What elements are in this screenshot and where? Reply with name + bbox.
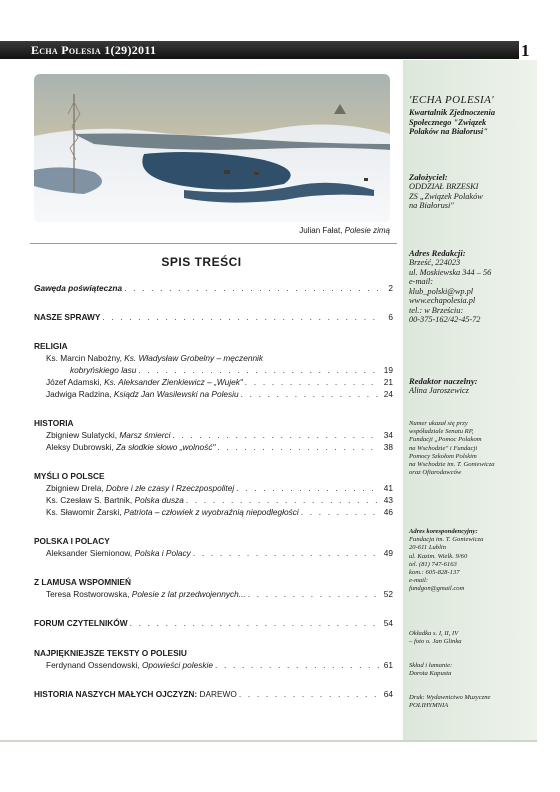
toc-section-title: Z LAMUSA WSPOMNIEŃ — [34, 577, 131, 587]
toc-entry[interactable] — [46, 548, 393, 558]
toc-leader — [217, 442, 379, 452]
toc-page-number: 24 — [383, 389, 393, 399]
toc-leader — [245, 377, 379, 387]
toc-article-title: Za słodkie słowo „wolność" — [116, 442, 216, 452]
funding-note-line: Fundacji „Pomoc Polakom — [409, 436, 482, 444]
toc-section-title: MYŚLI O POLSCE — [34, 471, 105, 481]
toc-section-title: NAJPIĘKNIEJSZE TEKSTY O POLESIU — [34, 648, 187, 658]
phone-number: 00-375-162/42-45-72 — [409, 315, 481, 324]
correspondence-line: 20-611 Lublin — [409, 544, 447, 552]
masthead-subtitle-line: Polaków na Białorusi" — [409, 127, 488, 136]
toc-article-title: Ks. Władysław Grobelny – męczennik — [124, 353, 264, 363]
toc-leader — [138, 365, 379, 375]
website-link[interactable]: www.echapolesia.pl — [409, 296, 476, 305]
correspondence-block — [409, 528, 534, 594]
toc-article-title: Opowieści poleskie — [141, 660, 213, 670]
toc-leader — [241, 389, 379, 399]
page-header — [0, 41, 560, 59]
toc-heading: SPIS TREŚCI — [161, 255, 242, 269]
toc-article-title: Ks. Aleksander Zienkiewicz – „Wujek" — [104, 377, 243, 387]
bottom-rule — [0, 740, 537, 742]
founder-line: ZS „Związek Polaków — [409, 191, 483, 201]
toc-section-title: POLSKA I POLACY — [34, 536, 110, 546]
toc-entry[interactable] — [46, 660, 393, 670]
toc-section-title-tail: DAREWO — [199, 689, 237, 699]
toc-entry[interactable] — [46, 495, 393, 505]
founder-block — [409, 172, 534, 211]
editor-name: Alina Jaroszewicz — [409, 386, 469, 395]
founder-label: Założyciel: — [409, 172, 448, 182]
cover-credit-line: Okładka s. I, II, IV — [409, 630, 459, 637]
winter-landscape-painting — [34, 74, 390, 222]
toc-author: Zbigniew Drela, — [46, 483, 104, 493]
toc-entry[interactable] — [46, 442, 393, 452]
toc-article-title: Polesie z lat przedwojennych... — [131, 589, 246, 599]
toc-article-title: Polska i Polacy — [134, 548, 191, 558]
toc-entry[interactable] — [46, 507, 393, 517]
toc-entry[interactable] — [46, 353, 393, 363]
toc-entry[interactable] — [46, 377, 393, 387]
toc-page-number: 2 — [388, 283, 393, 293]
print-credit-line: Druk: Wydawnictwo Muzyczne — [409, 694, 491, 701]
correspondence-line: tel. (81) 747-6163 — [409, 560, 457, 568]
address-label: Adres Redakcji: — [409, 248, 466, 258]
cover-credit — [409, 630, 534, 646]
toc-entry[interactable] — [34, 689, 393, 699]
address-block — [409, 248, 534, 325]
toc-author: Józef Adamski, — [46, 377, 102, 387]
toc-leader — [173, 430, 380, 440]
toc-entry[interactable] — [46, 483, 393, 493]
toc-author: Ferdynand Ossendowski, — [46, 660, 140, 670]
toc-page-number: 34 — [383, 430, 393, 440]
masthead-title: 'ECHA POLESIA' — [409, 94, 494, 106]
toc-leader — [102, 312, 379, 322]
funding-note — [409, 420, 534, 477]
address-line: e-mail: — [409, 277, 433, 286]
correspondence-line: Fundacja im. T. Goniewicza — [409, 536, 484, 544]
correspondence-line: ul. Kazim. Wielk. 9/60 — [409, 552, 468, 560]
toc-page-number: 49 — [383, 548, 393, 558]
toc-leader — [239, 689, 379, 699]
funding-note-line: na Wschodzie im. T. Goniewicza — [409, 461, 495, 469]
contents-column — [0, 60, 403, 740]
address-line: Brześć, 224023 — [409, 258, 461, 267]
toc-page-number: 19 — [383, 365, 393, 375]
toc-entry[interactable] — [46, 430, 393, 440]
toc-author: Ks. Marcin Nabożny, — [46, 353, 122, 363]
toc-entry[interactable] — [34, 283, 393, 293]
cover-credit-line: – foto o. Jan Glinka — [409, 638, 462, 646]
toc-entry[interactable] — [46, 589, 393, 599]
toc-author: Ks. Sławomir Żarski, — [46, 507, 122, 517]
address-line: ul. Moskiewska 344 – 56 — [409, 267, 492, 277]
funding-note-line: współudziale Senatu RP, — [409, 428, 474, 436]
typesetting-credit — [409, 662, 534, 678]
toc-leader — [130, 618, 379, 628]
typesetting-credit-line: Dorota Kapusta — [409, 670, 452, 678]
toc-section-title: NASZE SPRAWY — [34, 312, 101, 322]
contents-divider — [30, 243, 397, 244]
toc-article-title: Patriota – człowiek z wyobraźnią niepodległości — [123, 507, 299, 517]
toc-page-number: 46 — [383, 507, 393, 517]
toc-leader — [193, 548, 379, 558]
toc-page-number: 64 — [383, 689, 393, 699]
toc-section-title: HISTORIA NASZYCH MAŁYCH OJCZYZN: — [34, 689, 198, 699]
typesetting-credit-line: Skład i łamanie: — [409, 662, 453, 669]
journal-issue-title: Echa Polesia 1(29)2011 — [31, 43, 157, 57]
toc-entry[interactable] — [34, 618, 393, 628]
toc-page-number: 41 — [383, 483, 393, 493]
correspondence-line: e-mail: — [409, 577, 429, 585]
toc-page-number: 52 — [383, 589, 393, 599]
email-link[interactable]: klub_polski@wp.pl — [409, 286, 474, 296]
toc-leader — [301, 507, 379, 517]
toc-section-title: Gawęda poświąteczna — [34, 283, 123, 293]
toc-author: Ks. Czesław S. Bartnik, — [46, 495, 133, 505]
masthead-subtitle — [409, 108, 534, 137]
correspondence-label: Adres korespondencyjny: — [409, 528, 478, 535]
founder-line: ODDZIAŁ BRZESKI — [409, 182, 479, 191]
toc-page-number: 61 — [383, 660, 393, 670]
toc-page-number: 38 — [383, 442, 393, 452]
toc-leader — [215, 660, 379, 670]
founder-line: na Białorusi" — [409, 201, 454, 210]
painting-title: Polesie zimą — [344, 226, 390, 235]
toc-section-title: HISTORIA — [34, 418, 74, 428]
painting-caption — [34, 226, 390, 235]
toc-article-title: Polska dusza — [134, 495, 184, 505]
editor-block — [409, 376, 534, 396]
toc-leader — [124, 283, 379, 293]
toc-section-title: RELIGIA — [34, 341, 68, 351]
print-credit-line: POLIHYMNIA — [409, 702, 449, 710]
toc-leader — [236, 483, 379, 493]
correspondence-line: kom.: 605-828-137 — [409, 569, 460, 577]
painting-author: Julian Fałat, — [299, 226, 343, 235]
toc-author: Zbigniew Sulatycki, — [46, 430, 118, 440]
toc-page-number: 6 — [388, 312, 393, 322]
toc-author: Teresa Rostworowska, — [46, 589, 130, 599]
editor-label: Redaktor naczelny: — [409, 376, 478, 386]
funding-note-line: Pomocy Szkołom Polskim — [409, 452, 477, 460]
funding-note-line: na Wschodzie" i Fundacji — [409, 444, 478, 452]
toc-section-title: FORUM CZYTELNIKÓW — [34, 618, 128, 628]
toc-article-title-continued: kobryńskiego lasu — [70, 365, 137, 375]
toc-entry[interactable] — [70, 365, 393, 375]
masthead-subtitle-line: Społecznego "Związek — [409, 117, 487, 127]
painting-image — [34, 74, 390, 222]
toc-page-number: 54 — [383, 618, 393, 628]
toc-article-title: Dobre i złe czasy I Rzeczpospolitej — [105, 483, 235, 493]
toc-entry[interactable] — [34, 312, 393, 322]
toc-author: Jadwiga Radzina, — [46, 389, 112, 399]
address-line: tel.: w Brześciu: — [409, 305, 464, 315]
correspondence-email-link[interactable]: fundgon@gmail.com — [409, 585, 465, 593]
masthead-subtitle-line: Kwartalnik Zjednoczenia — [409, 108, 495, 117]
funding-note-line: Numer ukazał się przy — [409, 420, 468, 427]
toc-article-title: Marsz śmierci — [119, 430, 171, 440]
toc-author: Aleksander Siemionow, — [46, 548, 133, 558]
toc-leader — [186, 495, 379, 505]
toc-leader — [248, 589, 379, 599]
toc-page-number: 21 — [383, 377, 393, 387]
toc-entry[interactable] — [46, 389, 393, 399]
toc-author: Aleksy Dubrowski, — [46, 442, 114, 452]
toc-page-number: 43 — [383, 495, 393, 505]
page-number: 1 — [521, 41, 530, 60]
toc-article-title: Ksiądz Jan Wasilewski na Polesiu — [113, 389, 239, 399]
page-body — [0, 60, 560, 740]
print-credit — [409, 694, 534, 710]
funding-note-line: oraz Ofiarodawców — [409, 469, 462, 477]
header-bar — [0, 41, 519, 59]
